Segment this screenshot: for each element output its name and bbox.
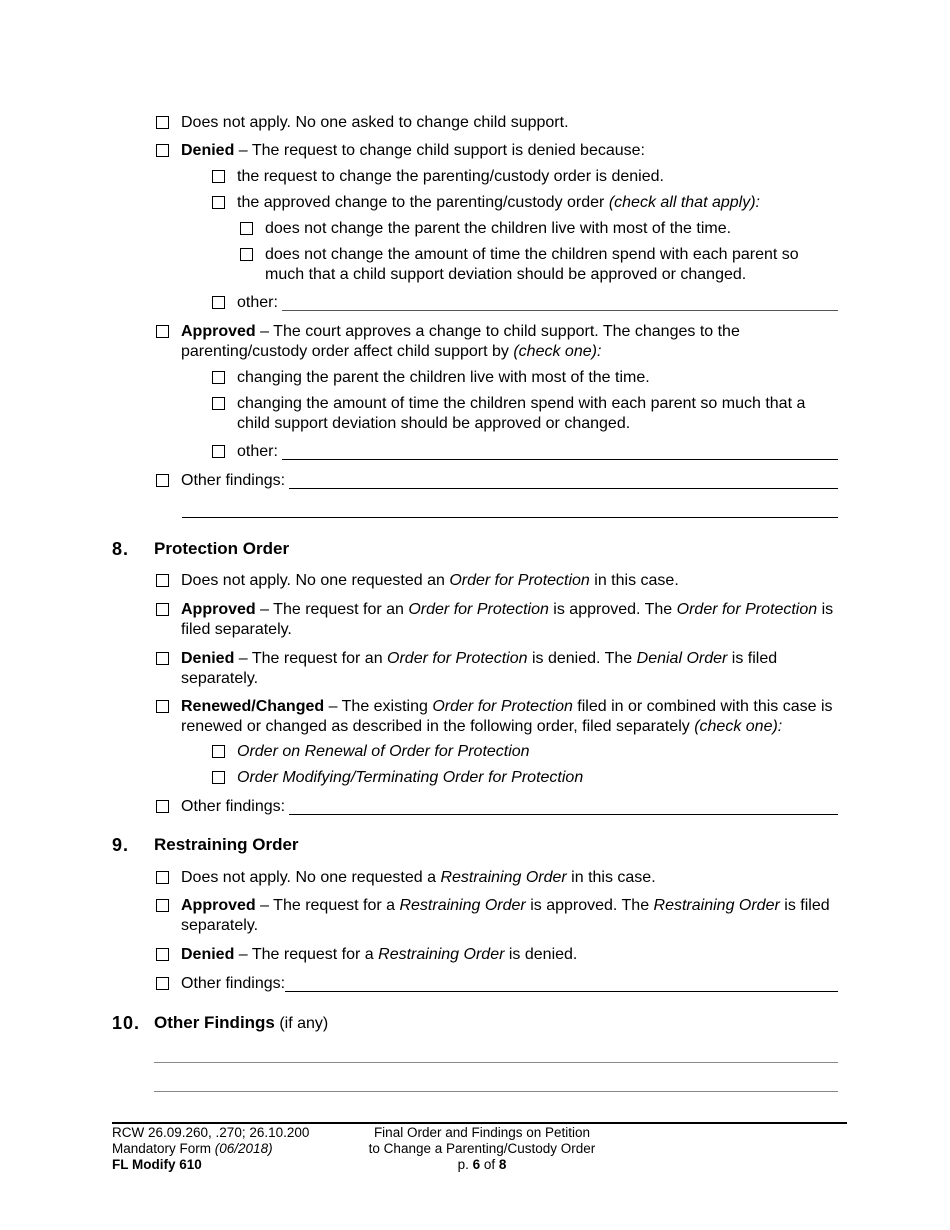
section-10-heading: [154, 1013, 328, 1034]
po-other-findings-row: [156, 797, 838, 817]
ro-not-apply-italic: Restraining Order: [440, 869, 567, 886]
po-opt-renewal-checkbox[interactable]: [212, 745, 225, 758]
ro-other-findings-row: [156, 974, 838, 994]
cs-approved-other-field[interactable]: [282, 442, 838, 460]
po-not-apply-checkbox[interactable]: [156, 574, 169, 587]
section-9-number: 9.: [112, 835, 130, 855]
po-other-findings-label: Other findings:: [181, 798, 286, 815]
footer-center: [352, 1125, 612, 1173]
cs-denied-reason-parenting-checkbox[interactable]: [212, 170, 225, 183]
po-approved-label: Approved: [181, 601, 256, 618]
cs-other-findings-label: Other findings:: [181, 472, 286, 489]
footer-title-line2: to Change a Parenting/Custody Order: [368, 1141, 596, 1156]
section-8-number: 8.: [112, 539, 130, 559]
po-approved-text-b: is approved. The: [548, 601, 677, 618]
po-approved-row: [156, 600, 846, 640]
footer-mandatory: Mandatory Form: [112, 1141, 215, 1156]
cs-denied-reason-approved-note: (check all that apply):: [608, 194, 760, 211]
po-renewed-note: (check one):: [694, 718, 783, 735]
ro-approved-row: [156, 896, 846, 936]
ro-approved-text-b: is approved. The: [525, 897, 654, 914]
ro-approved-italic-2: Restraining Order: [653, 897, 780, 914]
po-renewed-text-b: filed in or combined with this case is renewed or changed as described in the following order, filed separately: [181, 698, 833, 735]
footer-page-number: [352, 1157, 612, 1173]
section-8-title: Protection Order: [154, 539, 290, 558]
cs-denied-other-label: other:: [237, 294, 278, 311]
cs-sub-not-change-time-text: does not change the amount of time the children spend with each parent so much that a child support deviation should be approved or changed.: [265, 246, 799, 283]
po-other-findings-field[interactable]: [289, 797, 838, 815]
footer-page-prefix: p.: [457, 1157, 473, 1172]
footer-page-current: 6: [472, 1157, 481, 1172]
cs-other-findings-checkbox[interactable]: [156, 474, 169, 487]
cs-not-apply-row: [156, 113, 846, 133]
cs-approved-row: [156, 322, 846, 362]
cs-denied-reason-approved-checkbox[interactable]: [212, 196, 225, 209]
footer-form-id: FL Modify 610: [112, 1157, 202, 1172]
other-findings-line-2[interactable]: [154, 1091, 838, 1092]
cs-approved-note: (check one):: [513, 343, 602, 360]
po-denied-italic-2: Denial Order: [636, 650, 728, 667]
po-approved-checkbox[interactable]: [156, 603, 169, 616]
cs-other-findings-line-2[interactable]: [182, 517, 838, 518]
section-10-number: 10.: [112, 1013, 141, 1033]
po-not-apply-row: [156, 571, 846, 591]
cs-denied-reason-approved-text: the approved change to the parenting/custody order: [237, 194, 609, 211]
cs-denied-other-checkbox[interactable]: [212, 296, 225, 309]
po-opt-modifying-text: Order Modifying/Terminating Order for Protection: [237, 769, 584, 786]
po-approved-text-a: – The request for an: [255, 601, 409, 618]
po-renewed-checkbox[interactable]: [156, 700, 169, 713]
ro-other-findings-checkbox[interactable]: [156, 977, 169, 990]
footer-mandatory-date: (06/2018): [214, 1141, 273, 1156]
po-approved-italic-1: Order for Protection: [408, 601, 549, 618]
cs-other-findings-field[interactable]: [289, 471, 838, 489]
cs-approved-opt-time-checkbox[interactable]: [212, 397, 225, 410]
ro-approved-text-a: – The request for a: [255, 897, 400, 914]
cs-denied-other-row: [212, 293, 838, 313]
po-denied-italic-1: Order for Protection: [387, 650, 528, 667]
ro-not-apply-text-b: in this case.: [566, 869, 656, 886]
cs-denied-reason-approved-row: [212, 193, 842, 213]
section-10-subtitle: (if any): [274, 1015, 329, 1032]
po-approved-text-c: is filed separately.: [181, 601, 834, 638]
ro-approved-italic-1: Restraining Order: [399, 897, 526, 914]
cs-denied-other-field[interactable]: [282, 293, 838, 311]
footer-page-total: 8: [498, 1157, 507, 1172]
cs-approved-opt-parent-row: [212, 368, 842, 388]
po-opt-renewal-row: [212, 742, 842, 762]
cs-approved-checkbox[interactable]: [156, 325, 169, 338]
po-denied-checkbox[interactable]: [156, 652, 169, 665]
cs-not-apply-text: Does not apply. No one asked to change child support.: [181, 114, 569, 131]
cs-approved-opt-time-row: [212, 394, 842, 434]
po-renewed-text-a: – The existing: [324, 698, 433, 715]
footer-rule: [112, 1122, 847, 1124]
po-approved-italic-2: Order for Protection: [676, 601, 818, 618]
po-other-findings-checkbox[interactable]: [156, 800, 169, 813]
ro-not-apply-text-a: Does not apply. No one requested a: [181, 869, 441, 886]
ro-not-apply-row: [156, 868, 846, 888]
footer-rcw: RCW 26.09.260, .270; 26.10.200: [112, 1125, 310, 1140]
po-opt-modifying-checkbox[interactable]: [212, 771, 225, 784]
cs-approved-opt-parent-checkbox[interactable]: [212, 371, 225, 384]
cs-denied-text: – The request to change child support is denied because:: [234, 142, 645, 159]
ro-denied-label: Denied: [181, 946, 235, 963]
cs-sub-not-change-parent-row: [240, 219, 840, 239]
cs-approved-opt-time-text: changing the amount of time the children spend with each parent so much that a child support deviation should be approved or changed.: [237, 395, 806, 432]
po-opt-modifying-row: [212, 768, 842, 788]
footer-title-line1: Final Order and Findings on Petition: [373, 1125, 591, 1140]
cs-not-apply-checkbox[interactable]: [156, 116, 169, 129]
po-not-apply-italic: Order for Protection: [449, 572, 590, 589]
cs-denied-checkbox[interactable]: [156, 144, 169, 157]
ro-approved-text-c: is filed separately.: [181, 897, 830, 934]
cs-approved-label: Approved: [181, 323, 256, 340]
po-renewed-label: Renewed/Changed: [181, 698, 325, 715]
cs-approved-other-label: other:: [237, 443, 278, 460]
ro-not-apply-checkbox[interactable]: [156, 871, 169, 884]
ro-other-findings-label: Other findings:: [181, 975, 286, 992]
cs-denied-row: [156, 141, 846, 161]
ro-denied-text-b: is denied.: [504, 946, 578, 963]
po-denied-text-b: is denied. The: [527, 650, 637, 667]
cs-denied-label: Denied: [181, 142, 235, 159]
cs-denied-reason-parenting-row: [212, 167, 842, 187]
cs-approved-other-checkbox[interactable]: [212, 445, 225, 458]
ro-other-findings-field[interactable]: [285, 974, 838, 992]
ro-denied-italic: Restraining Order: [378, 946, 505, 963]
po-denied-text-a: – The request for an: [234, 650, 388, 667]
ro-denied-text-a: – The request for a: [234, 946, 379, 963]
ro-approved-checkbox[interactable]: [156, 899, 169, 912]
po-not-apply-text-a: Does not apply. No one requested an: [181, 572, 450, 589]
po-not-apply-text-b: in this case.: [589, 572, 679, 589]
ro-denied-row: [156, 945, 846, 965]
po-denied-label: Denied: [181, 650, 235, 667]
po-renewed-italic: Order for Protection: [432, 698, 573, 715]
ro-approved-label: Approved: [181, 897, 256, 914]
ro-denied-checkbox[interactable]: [156, 948, 169, 961]
section-9-title: Restraining Order: [154, 835, 299, 854]
cs-denied-reason-parenting-text: the request to change the parenting/custody order is denied.: [237, 168, 664, 185]
po-denied-row: [156, 649, 846, 689]
cs-sub-not-change-parent-text: does not change the parent the children live with most of the time.: [265, 220, 732, 237]
po-opt-renewal-text: Order on Renewal of Order for Protection: [237, 743, 530, 760]
cs-sub-not-change-time-row: [240, 245, 840, 285]
cs-sub-not-change-parent-checkbox[interactable]: [240, 222, 253, 235]
footer-page-of: of: [480, 1157, 499, 1172]
other-findings-line-1[interactable]: [154, 1062, 838, 1063]
cs-approved-other-row: [212, 442, 838, 462]
cs-approved-text: – The court approves a change to child support. The changes to the parenting/custody order affect child support by: [181, 323, 740, 360]
cs-approved-opt-parent-text: changing the parent the children live with most of the time.: [237, 369, 650, 386]
po-renewed-row: [156, 697, 848, 737]
cs-other-findings-row: [156, 471, 838, 491]
po-denied-text-c: is filed separately.: [181, 650, 778, 687]
cs-sub-not-change-time-checkbox[interactable]: [240, 248, 253, 261]
section-10-title: Other Findings: [154, 1013, 275, 1032]
footer-left: [112, 1125, 352, 1173]
